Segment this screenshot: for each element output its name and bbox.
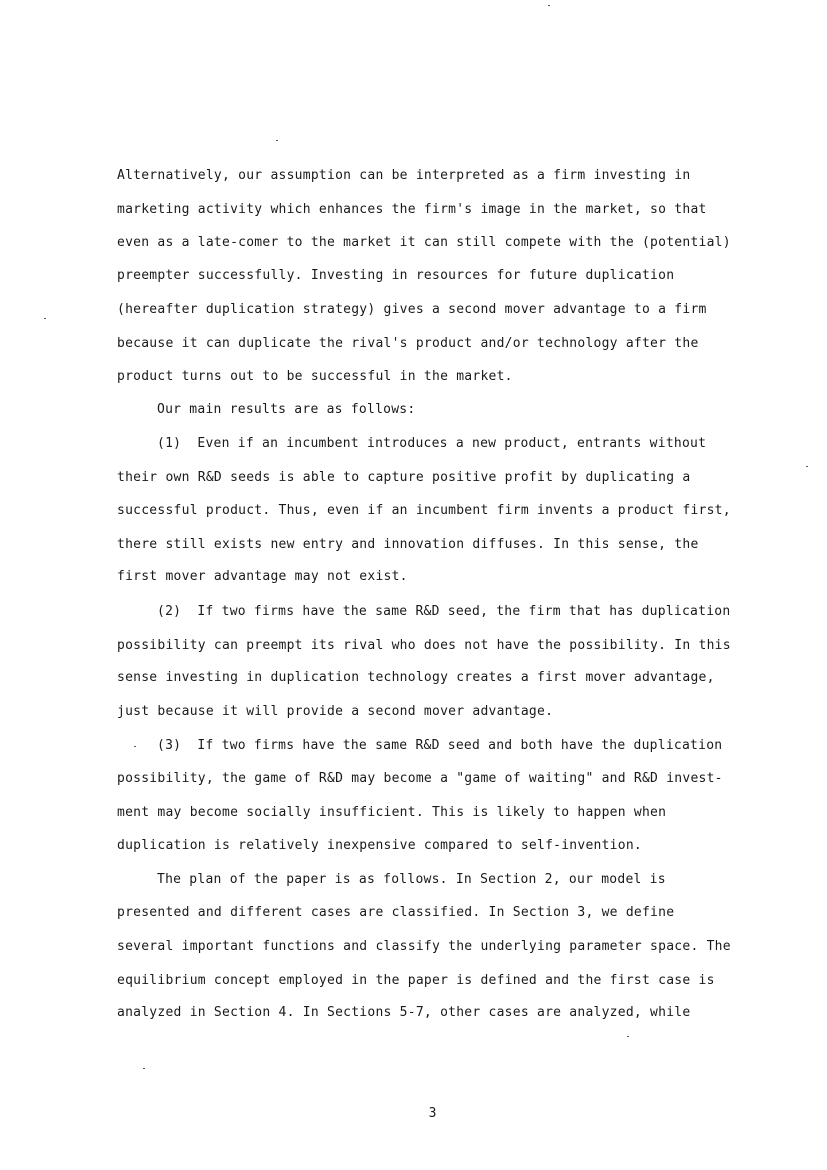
text-line: there still exists new entry and innovation diffuses. In this sense, the: [117, 537, 699, 552]
scan-speck: [276, 140, 278, 141]
text-line: duplication is relatively inexpensive compared to self-invention.: [117, 838, 642, 853]
text-line: Alternatively, our assumption can be interpreted as a firm investing in: [117, 168, 691, 183]
text-line: analyzed in Section 4. In Sections 5-7, other cases are analyzed, while: [117, 1005, 691, 1020]
text-line: possibility can preempt its rival who does not have the possibility. In this: [117, 638, 731, 653]
text-line: (1) Even if an incumbent introduces a new product, entrants without: [157, 436, 707, 451]
text-line: possibility, the game of R&D may become a "game of waiting" and R&D invest-: [117, 771, 723, 786]
scan-speck: [627, 1036, 629, 1037]
text-line: sense investing in duplication technology creates a first mover advantage,: [117, 670, 715, 685]
text-line: just because it will provide a second mover advantage.: [117, 704, 554, 719]
scan-speck: [44, 318, 46, 319]
text-line: equilibrium concept employed in the paper is defined and the first case is: [117, 973, 715, 988]
scan-speck: [806, 466, 808, 467]
text-line: marketing activity which enhances the firm's image in the market, so that: [117, 202, 707, 217]
text-line: Our main results are as follows:: [157, 402, 416, 417]
text-line: their own R&D seeds is able to capture positive profit by duplicating a: [117, 470, 691, 485]
text-line: presented and different cases are classified. In Section 3, we define: [117, 905, 675, 920]
scan-speck: [134, 746, 136, 747]
text-line: preempter successfully. Investing in resources for future duplication: [117, 268, 675, 283]
text-line: several important functions and classify the underlying parameter space. The: [117, 939, 731, 954]
text-line: (hereafter duplication strategy) gives a second mover advantage to a firm: [117, 302, 707, 317]
text-line: successful product. Thus, even if an incumbent firm invents a product first,: [117, 503, 731, 518]
page-number: 3: [428, 1106, 437, 1121]
text-line: (2) If two firms have the same R&D seed, the firm that has duplication: [157, 604, 731, 619]
scan-speck: [143, 1068, 145, 1069]
text-line: first mover advantage may not exist.: [117, 569, 408, 584]
text-line: because it can duplicate the rival's product and/or technology after the: [117, 336, 699, 351]
text-line: product turns out to be successful in the market.: [117, 369, 513, 384]
text-line: The plan of the paper is as follows. In Section 2, our model is: [157, 872, 666, 887]
text-line: ment may become socially insufficient. This is likely to happen when: [117, 805, 667, 820]
text-line: (3) If two firms have the same R&D seed and both have the duplication: [157, 738, 723, 753]
scan-speck: [548, 5, 550, 6]
text-line: even as a late-comer to the market it can still compete with the (potential): [117, 235, 731, 250]
